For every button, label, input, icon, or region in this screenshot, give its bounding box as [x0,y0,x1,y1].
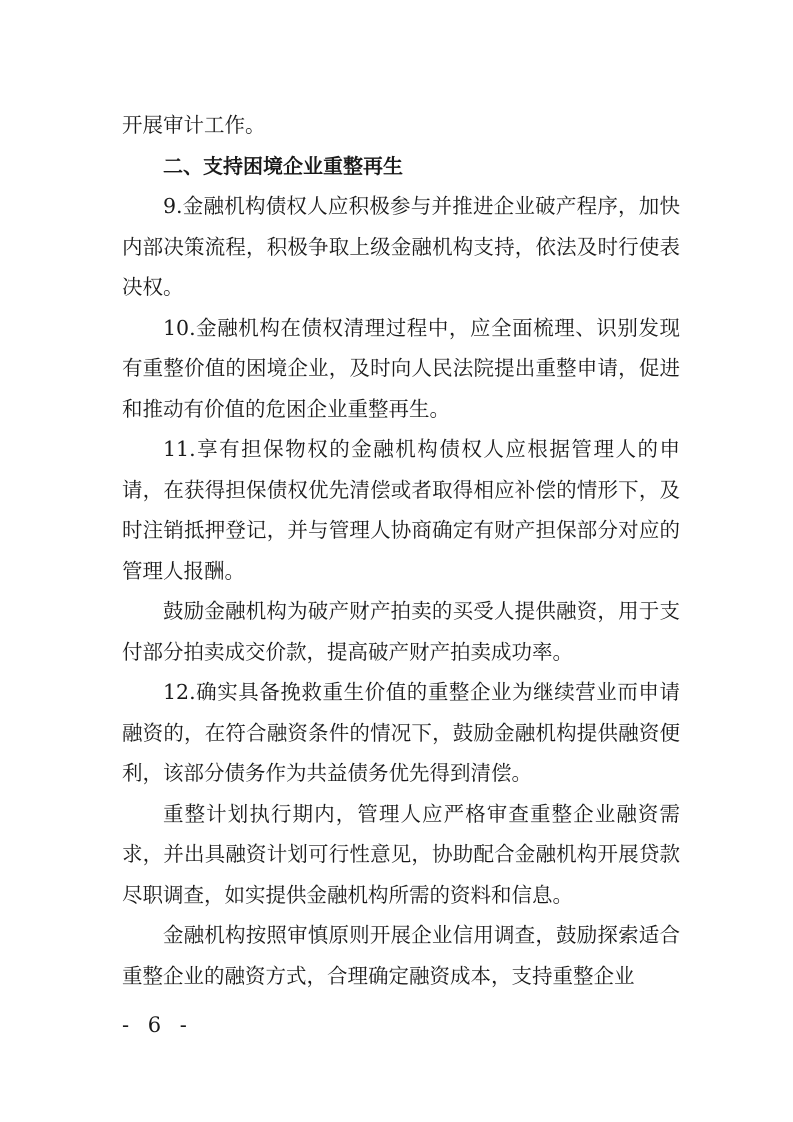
paragraph-plan-execution: 重整计划执行期内，管理人应严格审查重整企业融资需求，并出具融资计划可行性意见，协助配合金融机构开展贷款尽职调查，如实提供金融机构所需的资料和信息。 [122,801,680,907]
paragraph-item-11: 11.享有担保物权的金融机构债权人应根据管理人的申请，在获得担保债权优先清偿或者取得相应补偿的情形下，及时注销抵押登记，并与管理人协商确定有财产担保部分对应的管理人报酬。 [122,437,680,583]
paragraph-item-9: 9.金融机构债权人应积极参与并推进企业破产程序，加快内部决策流程，积极争取上级金融机构支持，依法及时行使表决权。 [122,194,680,299]
paragraph-credit-investigation: 金融机构按照审慎原则开展企业信用调查，鼓励探索适合重整企业的融资方式，合理确定融资成本，支持重整企业 [122,923,680,988]
section-heading: 二、支持困境企业重整再生 [163,153,403,178]
paragraph-item-10: 10.金融机构在债权清理过程中，应全面梳理、识别发现有重整价值的困境企业，及时向人民法院提出重整申请，促进和推动有价值的危困企业重整再生。 [122,315,680,421]
paragraph-item-12: 12.确实具备挽救重生价值的重整企业为继续营业而申请融资的，在符合融资条件的情况下，鼓励金融机构提供融资便利，该部分债务作为共益债务优先得到清偿。 [122,680,680,785]
page-number: - 6 - [122,1013,193,1037]
paragraph-auction-financing: 鼓励金融机构为破产财产拍卖的买受人提供融资，用于支付部分拍卖成交价款，提高破产财产拍卖成功率。 [122,599,680,664]
continuation-text: 开展审计工作。 [122,113,266,137]
document-body [122,105,680,996]
